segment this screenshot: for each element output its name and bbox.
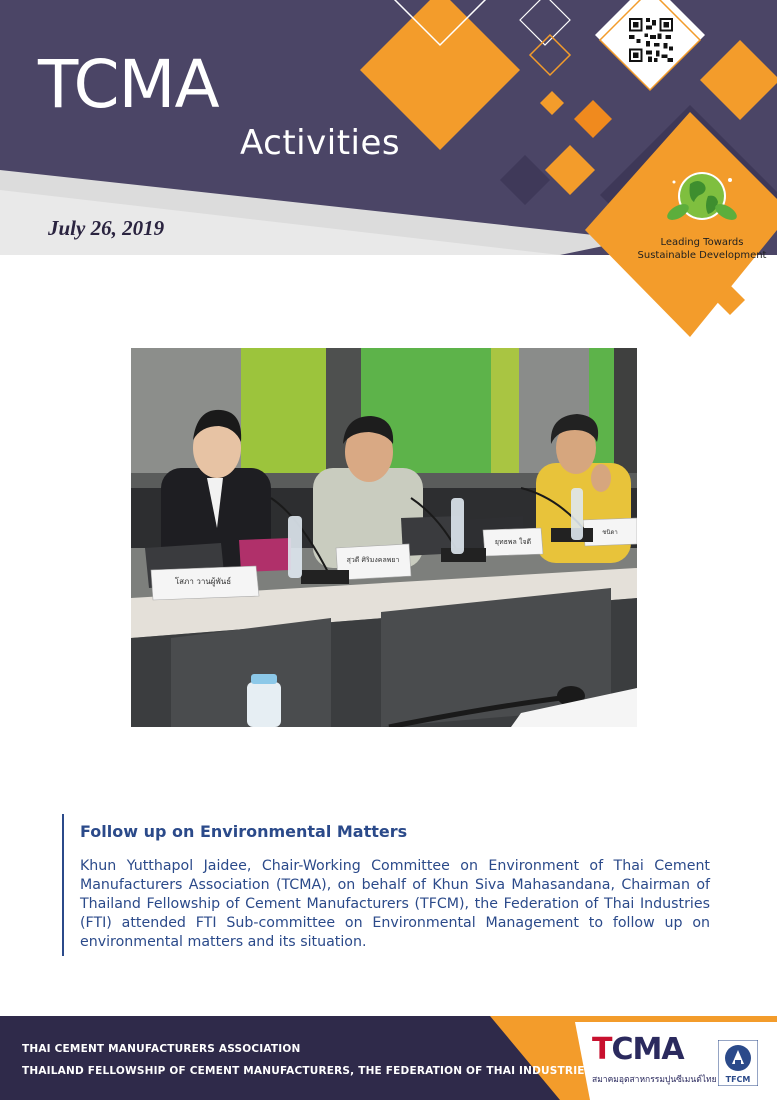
globe-leaves-icon [664, 166, 740, 232]
nameplate-1 [151, 566, 259, 600]
tcma-logo-suffix: CMA [611, 1032, 684, 1067]
page-title: TCMA [38, 46, 219, 123]
footer-fellowship-name: THAILAND FELLOWSHIP OF CEMENT MANUFACTURERS, THE FEDERATION OF THAI INDUSTRIES [22, 1065, 593, 1077]
tagline-line-2: Sustainable Development [637, 250, 767, 261]
tfcm-label: TFCM [725, 1075, 751, 1084]
meeting-photo [131, 348, 637, 727]
tcma-logo-prefix: T [592, 1032, 612, 1067]
qr-code-icon[interactable] [627, 16, 675, 64]
article [62, 814, 722, 956]
footer-association-name: THAI CEMENT MANUFACTURERS ASSOCIATION [22, 1043, 301, 1055]
nameplate-2-text: สุวดี ศิริมงคลพยา [346, 556, 400, 564]
tcma-logo [592, 1032, 684, 1067]
article-title: Follow up on Environmental Matters [80, 822, 408, 841]
tfcm-logo-icon [718, 1040, 758, 1086]
page-subtitle: Activities [240, 123, 401, 163]
tcma-logo-thai: สมาคมอุตสาหกรรมปูนซีเมนต์ไทย [592, 1075, 717, 1085]
nameplate-3 [483, 528, 543, 556]
article-body: Khun Yutthapol Jaidee, Chair-Working Committee on Environment of Thai Cement Manufacturers Association (TCMA), on behalf of Khun Siva Mahasandana, Chairman of Thailand Fellowship of Cement Manufacturers (TFCM), the Federation of Thai Industries (FTI) attended FTI Sub-committee on Environmental Management to follow up on environmental matters and its situation. [80, 858, 710, 950]
date-label: July 26, 2019 [48, 216, 165, 240]
tagline-line-1: Leading Towards [660, 237, 744, 248]
nameplate-4-text: ชนิดา [602, 529, 618, 536]
nameplate-3-text: ยุทธพล ใจดี [494, 538, 532, 546]
tagline [628, 236, 776, 262]
nameplate-1-text: โสภา วานผู้พันธ์ [174, 577, 232, 586]
